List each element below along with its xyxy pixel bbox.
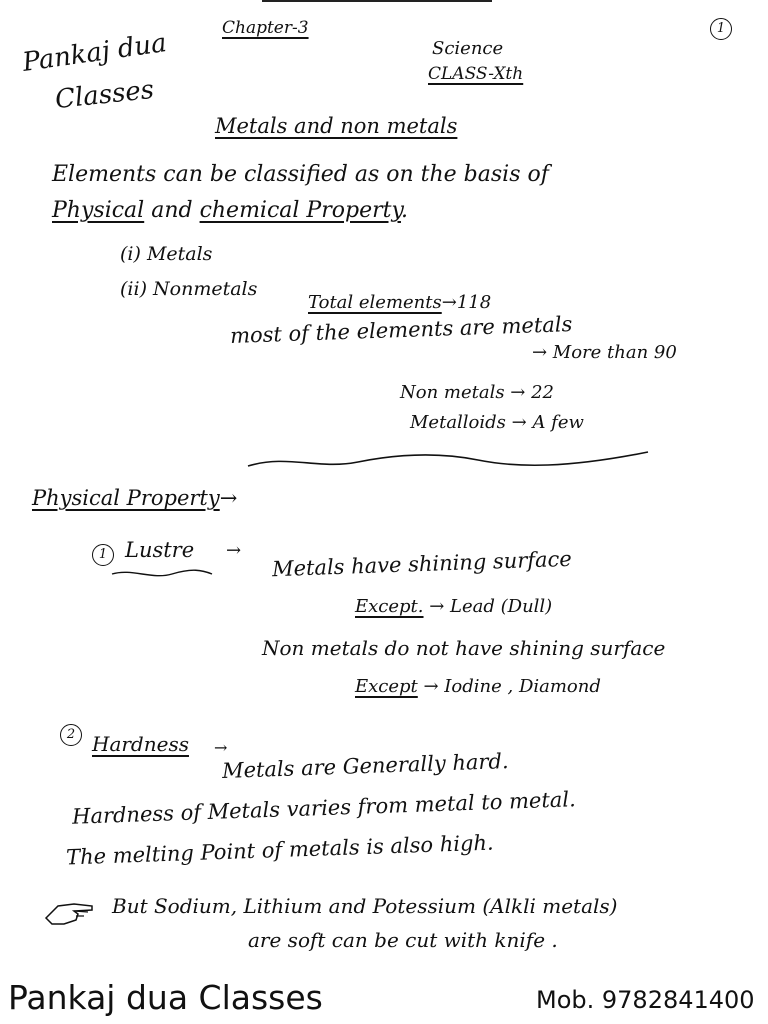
lustre-except-2 — [355, 676, 601, 697]
metalloids-count: Metalloids → A few — [410, 412, 584, 433]
hardness-arrow: → — [214, 738, 228, 757]
subject-label: Science — [432, 38, 504, 59]
lustre-except-1 — [355, 596, 552, 617]
except-text-2: → Iodine , Diamond — [417, 676, 601, 697]
hardness-line-2: Hardness of Metals varies from metal to metal. — [71, 787, 577, 829]
footer-brand: Pankaj dua Classes — [8, 978, 323, 1017]
pointing-hand-icon — [44, 898, 96, 928]
full-stop: . — [400, 198, 408, 223]
except-label-1: Except. — [355, 596, 424, 617]
top-edge-line — [262, 0, 492, 2]
total-elements — [308, 292, 491, 313]
brand-line-2: Classes — [53, 74, 156, 116]
heading-arrow: → — [219, 486, 238, 510]
wavy-divider — [248, 446, 648, 476]
hardness-number: 2 — [60, 724, 82, 746]
hardness-line-1: Metals are Generally hard. — [221, 749, 509, 783]
intro-line-1: Elements can be classified as on the basis of — [52, 162, 549, 187]
total-elements-label: Total elements — [308, 292, 442, 313]
class-label: CLASS-Xth — [428, 64, 524, 84]
lustre-arrow: → — [226, 540, 242, 561]
connector-text: and — [144, 198, 200, 223]
intro-line-2 — [52, 198, 408, 223]
nonmetals-count: Non metals → 22 — [400, 382, 555, 403]
item-nonmetals: (ii) Nonmetals — [120, 278, 258, 300]
hardness-line-5: are soft can be cut with knife . — [248, 928, 558, 952]
page-title: Metals and non metals — [215, 114, 458, 138]
metals-count: → More than 90 — [532, 342, 677, 363]
chemical-property-term: chemical Property — [199, 198, 401, 223]
lustre-label: Lustre — [125, 538, 195, 562]
lustre-number: 1 — [92, 544, 114, 566]
physical-property-title: Physical Property — [32, 486, 220, 510]
metals-majority-line: most of the elements are metals — [229, 312, 573, 348]
lustre-underline — [112, 568, 212, 580]
footer-mobile: Mob. 9782841400 — [536, 986, 755, 1014]
hardness-line-3: The melting Point of metals is also high. — [65, 830, 495, 870]
total-elements-value: →118 — [441, 292, 492, 313]
except-text-1: → Lead (Dull) — [423, 596, 553, 617]
page-number: 1 — [710, 18, 732, 40]
lustre-line-2: Non metals do not have shining surface — [262, 636, 666, 660]
lustre-line-1: Metals have shining surface — [271, 546, 573, 582]
hardness-line-4: But Sodium, Lithium and Potessium (Alkli metals) — [112, 894, 618, 918]
chapter-label: Chapter-3 — [222, 18, 309, 38]
physical-property-heading — [32, 486, 237, 510]
brand-line-1: Pankaj dua — [20, 28, 169, 78]
hardness-label: Hardness — [92, 732, 189, 756]
except-label-2: Except — [355, 676, 418, 697]
item-metals: (i) Metals — [120, 243, 213, 265]
physical-term: Physical — [52, 198, 145, 223]
